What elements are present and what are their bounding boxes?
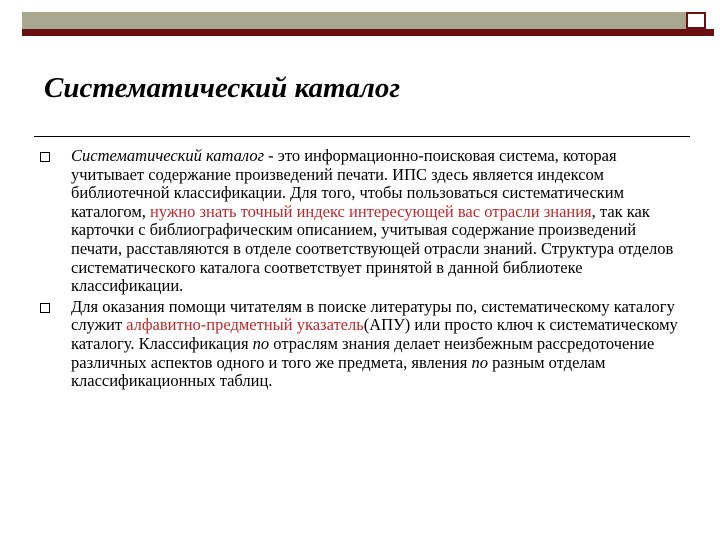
bullet-term: Систематический каталог (71, 146, 265, 165)
bullet-text: Для оказания помощи читателям в поиске литературы по, систематическому каталогу служит (71, 296, 675, 335)
hollow-square-icon (40, 303, 50, 313)
bullet-text: - это информационно-поисковая система, которая учитывает содержание произведений печати. ИПС здесь является индексом библиотечной классификации. Для того, чтобы пользоваться систематическим каталогом, (71, 146, 625, 221)
top-decor-band (22, 12, 686, 29)
title-divider (34, 136, 690, 137)
bullet-text: отраслям знания делает неизбежным рассредоточение различных аспектов одного и того же предмета, явления (71, 333, 655, 372)
corner-decor-box (686, 12, 706, 29)
top-decor-line (22, 29, 714, 36)
bullet-emphasis: по (252, 333, 270, 353)
bullet-text: (АПУ) или просто ключ к систематическому каталогу. Классификация (71, 315, 678, 353)
bullet-list (40, 147, 690, 391)
bullet-emphasis: по (471, 352, 488, 372)
hollow-square-icon (40, 152, 50, 162)
bullet-highlight: нужно знать точный индекс интересующей вас отрасли знания (150, 201, 592, 221)
bullet-text: , так как карточки с библиографическим описанием, учитывая содержание произведений печати, расставляются в отделе соответствующей отрасли знаний. Структура отделов систематического каталога соответствует принятой в данной библиотеке классификации. (71, 201, 674, 296)
slide-title: Систематический каталог (44, 72, 401, 104)
bullet-highlight: алфавитно-предметный указатель (126, 315, 364, 335)
bullet-item-1 (40, 147, 690, 296)
bullet-item-2 (40, 298, 690, 391)
bullet-text: разным отделам классификационных таблиц. (71, 352, 606, 391)
